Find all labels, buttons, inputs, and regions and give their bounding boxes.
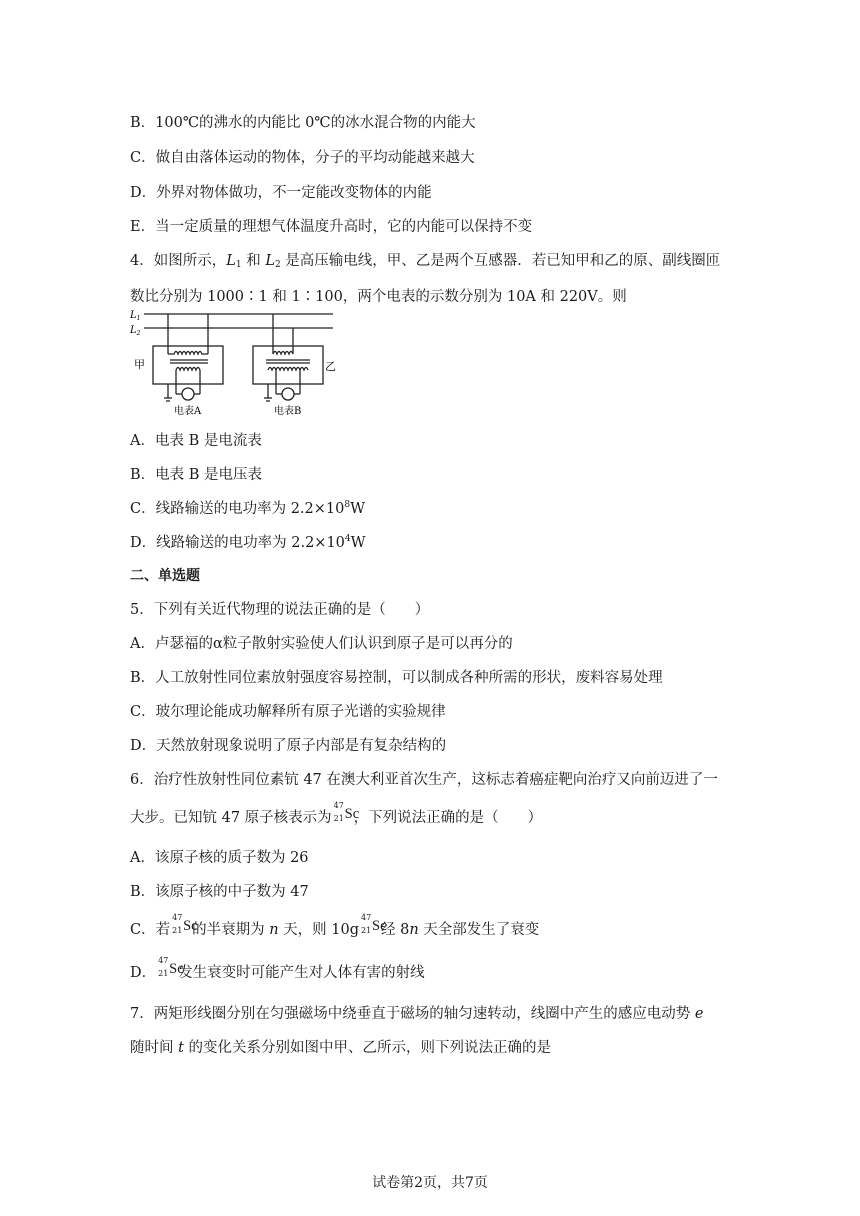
fig-label-yi: 乙 (325, 360, 336, 373)
fig-label-jia: 甲 (134, 358, 145, 371)
q6-stem-line2: 大步。已知钪 47 原子核表示为 47 21 Sc ，下列说法正确的是（ ） (130, 801, 543, 826)
q6-option-d: D． 47 21 Sc 发生衰变时可能产生对人体有害的射线 (130, 956, 425, 981)
q4-option-b: B．电表 B 是电压表 (130, 467, 263, 483)
q5-option-b: B．人工放射性同位素放射强度容易控制，可以制成各种所需的形状，废料容易处理 (130, 670, 663, 686)
q4-option-c: C．线路输送的电功率为 $2.2\times 10^8W$ (130, 500, 366, 517)
q4-transformer-figure (128, 306, 338, 418)
q4-stem-line2: 数比分别为 1000∶1 和 1∶100，两个电表的示数分别为 10A 和 220V。则 (130, 289, 627, 305)
nuclide-sc47: 47 21 Sc (158, 956, 184, 978)
q3-option-c: C．做自由落体运动的物体，分子的平均动能越来越大 (130, 150, 475, 166)
q4-option-a: A．电表 B 是电流表 (130, 433, 262, 449)
fig-label-meter-a: 电表A (174, 406, 202, 417)
nuclide-sc47: 47 21 Sc (361, 913, 387, 935)
nuclide-sc47: 47 21 Sc (333, 801, 360, 823)
q5-option-d: D．天然放射现象说明了原子内部是有复杂结构的 (130, 738, 447, 754)
q5-option-a: A．卢瑟福的α粒子散射实验使人们认识到原子是可以再分的 (130, 636, 513, 652)
q6-option-b: B．该原子核的中子数为 47 (130, 884, 309, 900)
q7-stem-line1: 7．两矩形线圈分别在匀强磁场中绕垂直于磁场的轴匀速转动，线圈中产生的感应电动势 e (130, 1006, 704, 1022)
fig-label-meter-b: 电表B (274, 406, 302, 417)
nuclide-sc47: 47 21 Sc (172, 913, 198, 935)
q3-option-b: B．100℃的沸水的内能比 0℃的冰水混合物的内能大 (130, 115, 476, 131)
q3-option-d: D．外界对物体做功，不一定能改变物体的内能 (130, 185, 432, 201)
q7-stem-line2: 随时间 t 的变化关系分别如图中甲、乙所示，则下列说法正确的是 (130, 1040, 552, 1056)
q6-option-a: A．该原子核的质子数为 26 (130, 850, 309, 866)
section-heading-single-choice: 二、单选题 (130, 568, 200, 584)
page-footer: 试卷第2页，共7页 (372, 1175, 488, 1191)
q6-stem-line1: 6．治疗性放射性同位素钪 47 在澳大利亚首次生产，这标志着癌症靶向治疗又向前迈进了一 (130, 772, 718, 788)
fig-label-l2: $L_2$ (130, 325, 141, 337)
fig-label-l1: $L_1$ (130, 310, 141, 322)
q4-stem-line1: 4．如图所示，$L_1$ 和 $L_2$ 是高压输电线，甲、乙是两个互感器．若已知甲和乙的原、副线圈匝 (130, 253, 721, 270)
q5-stem: 5．下列有关近代物理的说法正确的是（ ） (130, 602, 430, 618)
q5-option-c: C．玻尔理论能成功解释所有原子光谱的实验规律 (130, 704, 446, 720)
q6-option-c: C．若 47 21 Sc 的半衰期为 n 天，则 10g 47 21 Sc 经 8n 天全部发生了衰变 (130, 913, 540, 938)
q3-option-e: E．当一定质量的理想气体温度升高时，它的内能可以保持不变 (130, 219, 533, 235)
q4-option-d: D．线路输送的电功率为 $2.2\times 10^4W$ (130, 534, 366, 551)
